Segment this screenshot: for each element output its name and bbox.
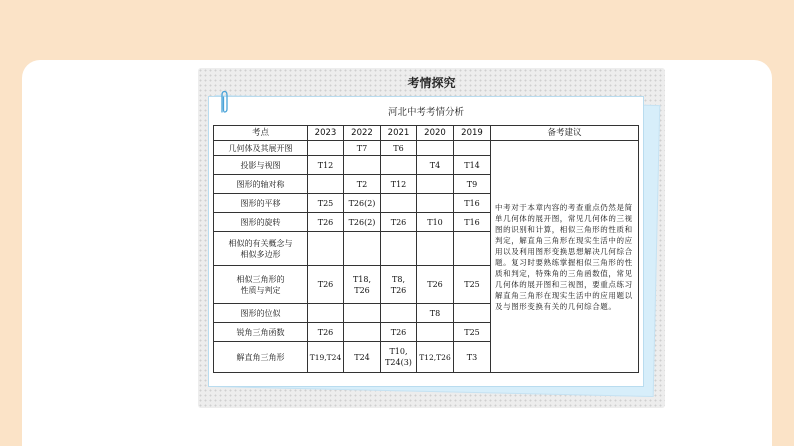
topic-cell: 图形的轴对称: [214, 175, 308, 194]
cell-2019: [454, 141, 491, 156]
analysis-card: [208, 96, 644, 387]
cell-2023: T19,T24: [308, 342, 344, 373]
cell-2021: T12: [381, 175, 417, 194]
cell-2020: T4: [417, 156, 454, 175]
table-header-row: [214, 126, 639, 141]
cell-2019: [454, 232, 491, 266]
header-year-2021: 2021: [381, 126, 417, 141]
topic-cell: 图形的位似: [214, 304, 308, 323]
cell-2020: T10: [417, 213, 454, 232]
cell-2020: [417, 141, 454, 156]
cell-2019: T25: [454, 323, 491, 342]
cell-2021: [381, 304, 417, 323]
cell-2022: [344, 323, 381, 342]
header-year-2019: 2019: [454, 126, 491, 141]
topic-cell: 图形的平移: [214, 194, 308, 213]
cell-2023: [308, 304, 344, 323]
topic-cell: 几何体及其展开图: [214, 141, 308, 156]
cell-2020: [417, 175, 454, 194]
topic-cell: 图形的旋转: [214, 213, 308, 232]
cell-2019: [454, 304, 491, 323]
header-year-2022: 2022: [344, 126, 381, 141]
cell-2021: T26: [381, 323, 417, 342]
cell-2020: [417, 232, 454, 266]
header-suggestion: 备考建议: [491, 126, 639, 141]
cell-2020: [417, 194, 454, 213]
cell-2021: T6: [381, 141, 417, 156]
header-year-2023: 2023: [308, 126, 344, 141]
cell-2021: [381, 194, 417, 213]
cell-2022: [344, 156, 381, 175]
header-year-2020: 2020: [417, 126, 454, 141]
exam-analysis-table: [213, 125, 639, 373]
cell-2019: T25: [454, 266, 491, 304]
cell-2022: T26(2): [344, 194, 381, 213]
cell-2019: T9: [454, 175, 491, 194]
cell-2019: T3: [454, 342, 491, 373]
cell-2022: T24: [344, 342, 381, 373]
cell-2021: [381, 232, 417, 266]
cell-2019: T16: [454, 194, 491, 213]
cell-2022: [344, 304, 381, 323]
topic-cell: 相似的有关概念与 相似多边形: [214, 232, 308, 266]
paperclip-icon: [219, 90, 229, 114]
cell-2023: T26: [308, 323, 344, 342]
cell-2021: T26: [381, 213, 417, 232]
cell-2020: T8: [417, 304, 454, 323]
card-title: 河北中考考情分析: [387, 107, 464, 118]
cell-2020: T12,T26: [417, 342, 454, 373]
cell-2023: [308, 232, 344, 266]
table-row: [214, 141, 639, 156]
topic-cell: 锐角三角函数: [214, 323, 308, 342]
cell-2019: T14: [454, 156, 491, 175]
cell-2021: T8, T26: [381, 266, 417, 304]
cell-2020: [417, 323, 454, 342]
topic-cell: 解直角三角形: [214, 342, 308, 373]
cell-2019: T16: [454, 213, 491, 232]
topic-cell: 相似三角形的 性质与判定: [214, 266, 308, 304]
suggestion-cell: 中考对于本章内容的考查重点仍然是简单几何体的展开图，常见几何体的三视图的识别和计算，相似三角形的性质和判定，解直角三角形在现实生活中的应用以及利用图形变换思想解决几何综合题。复习时要熟练掌握相似三角形的性质和判定，特殊角的三角函数值，常见几何体的展开图和三视图，要重点练习解直角三角形在现实生活中的应用题以及与图形变换有关的几何综合题。: [491, 141, 639, 373]
cell-2022: [344, 232, 381, 266]
cell-2021: [381, 156, 417, 175]
cell-2023: T25: [308, 194, 344, 213]
cell-2023: T12: [308, 156, 344, 175]
header-topic: 考点: [214, 126, 308, 141]
topic-cell: 投影与视图: [214, 156, 308, 175]
cell-2023: T26: [308, 213, 344, 232]
cell-2021: T10, T24(3): [381, 342, 417, 373]
panel-title: 考情探究: [407, 76, 456, 90]
cell-2022: T7: [344, 141, 381, 156]
cell-2020: T26: [417, 266, 454, 304]
cell-2022: T26(2): [344, 213, 381, 232]
cell-2022: T18, T26: [344, 266, 381, 304]
cell-2023: [308, 141, 344, 156]
cell-2023: [308, 175, 344, 194]
cell-2023: T26: [308, 266, 344, 304]
cell-2022: T2: [344, 175, 381, 194]
